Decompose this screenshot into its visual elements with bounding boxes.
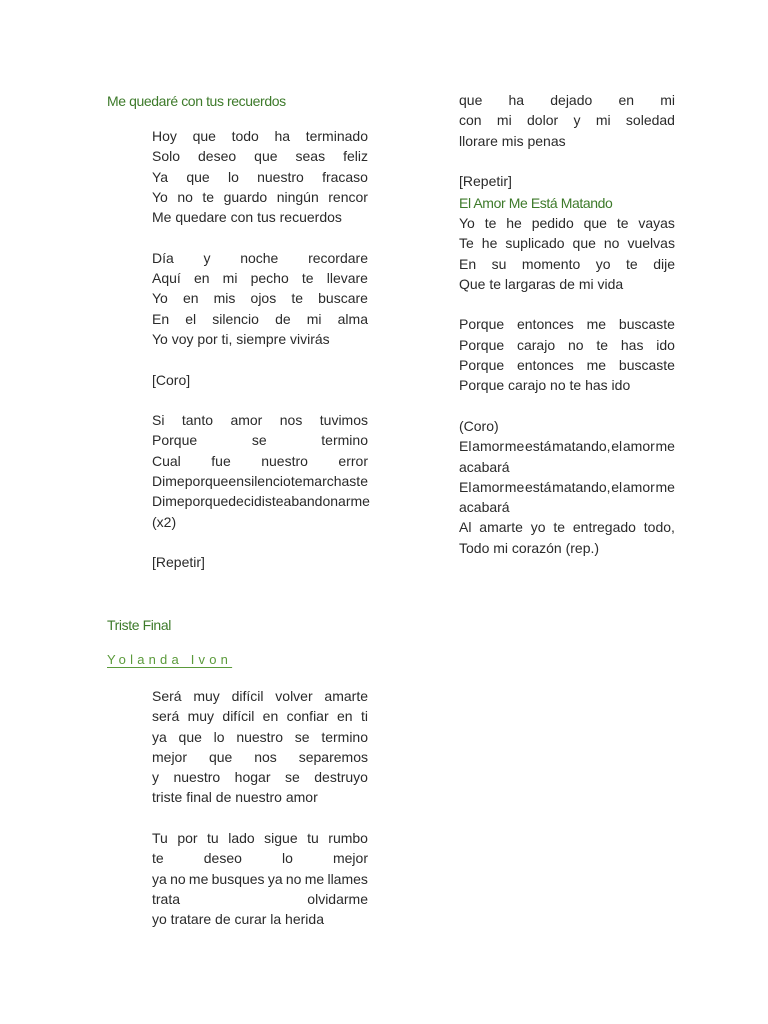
lyric-line: mejor que nos separemos xyxy=(152,748,368,765)
song-title-triste-final: Triste Final xyxy=(107,617,171,633)
blank-line xyxy=(152,349,368,369)
lyric-line: Porque entonces me buscaste xyxy=(459,357,675,374)
lyric-line: acabará xyxy=(459,458,510,475)
lyrics-el-amor xyxy=(459,213,675,558)
lyric-line: trata olvidarme xyxy=(152,890,368,907)
lyric-line: triste final de nuestro amor xyxy=(152,789,318,806)
lyric-line: Será muy difícil volver amarte xyxy=(152,688,368,704)
lyric-line: Hoy que todo ha terminado xyxy=(152,128,368,144)
lyric-line: y nuestro hogar se destruyo xyxy=(152,769,368,786)
lyric-line: te deseo lo mejor xyxy=(152,850,368,867)
blank-line xyxy=(152,390,368,410)
lyric-line: Te he suplicado que no vuelvas xyxy=(459,235,675,252)
lyric-line: Porque carajo no te has ido xyxy=(459,377,631,394)
lyrics-me-quedare xyxy=(152,126,368,573)
lyric-line: Yo en mis ojos te buscare xyxy=(152,290,368,307)
song-title-el-amor: El Amor Me Está Matando xyxy=(459,195,613,211)
lyric-line: Todo mi corazón (rep.) xyxy=(459,539,600,556)
lyric-line: Si tanto amor nos tuvimos xyxy=(152,412,368,429)
lyric-line: Aquí en mi pecho te llevare xyxy=(152,270,368,287)
lyric-line: Día y noche recordare xyxy=(152,249,368,266)
song-title-me-quedare: Me quedaré con tus recuerdos xyxy=(107,93,286,109)
blank-line xyxy=(152,227,368,247)
lyric-line: acabará xyxy=(459,499,510,516)
lyric-line: que ha dejado en mi xyxy=(459,92,675,108)
blank-line xyxy=(459,396,675,416)
lyric-line: Me quedare con tus recuerdos xyxy=(152,209,342,226)
lyric-line: Tu por tu lado sigue tu rumbo xyxy=(152,830,368,847)
lyric-line: [Repetir] xyxy=(152,554,205,571)
lyric-line: Porque carajo no te has ido xyxy=(459,336,675,353)
blank-line xyxy=(459,151,675,171)
lyric-line: Ya que lo nuestro fracaso xyxy=(152,168,368,185)
lyric-line: Que te largaras de mi vida xyxy=(459,275,624,292)
lyric-line: En el silencio de mi alma xyxy=(152,310,368,327)
lyric-line: Porque entonces me buscaste xyxy=(459,316,675,333)
lyric-line: Porque se termino xyxy=(152,432,368,449)
lyric-line: Yo te he pedido que te vayas xyxy=(459,215,675,231)
blank-line xyxy=(152,808,368,828)
lyric-line: El amor me está matando, el amor me xyxy=(459,438,675,455)
lyrics-triste-final xyxy=(152,686,368,930)
lyric-line: (Coro) xyxy=(459,417,499,434)
lyric-line: ya no me busques ya no me llames xyxy=(152,870,368,887)
lyric-line: [Repetir] xyxy=(459,173,512,190)
lyric-line: El amor me está matando, el amor me xyxy=(459,478,675,495)
lyric-line: llorare mis penas xyxy=(459,132,566,149)
song-author-link[interactable]: Yolanda Ivon xyxy=(107,652,233,667)
lyric-line: Yo voy por ti, siempre vivirás xyxy=(152,330,330,347)
lyric-line: En su momento yo te dije xyxy=(459,255,675,272)
lyric-line: Al amarte yo te entregado todo, xyxy=(459,519,675,536)
lyric-line: (x2) xyxy=(152,513,177,530)
lyrics-continuation xyxy=(459,90,675,191)
lyric-line: con mi dolor y mi soledad xyxy=(459,112,675,129)
lyric-line: yo tratare de curar la herida xyxy=(152,911,324,928)
lyric-line: Solo deseo que seas feliz xyxy=(152,148,368,165)
lyric-line: ya que lo nuestro se termino xyxy=(152,728,368,745)
blank-line xyxy=(152,532,368,552)
lyric-line: Cual fue nuestro error xyxy=(152,452,368,469)
lyric-line: Dime porque decidiste abandonarme xyxy=(152,493,370,510)
lyric-line: Dime porque en silencio te marchaste xyxy=(152,473,368,490)
lyric-line: será muy difícil en confiar en ti xyxy=(152,708,368,725)
blank-line xyxy=(459,294,675,314)
lyric-line: Yo no te guardo ningún rencor xyxy=(152,188,368,205)
lyric-line: [Coro] xyxy=(152,371,191,388)
